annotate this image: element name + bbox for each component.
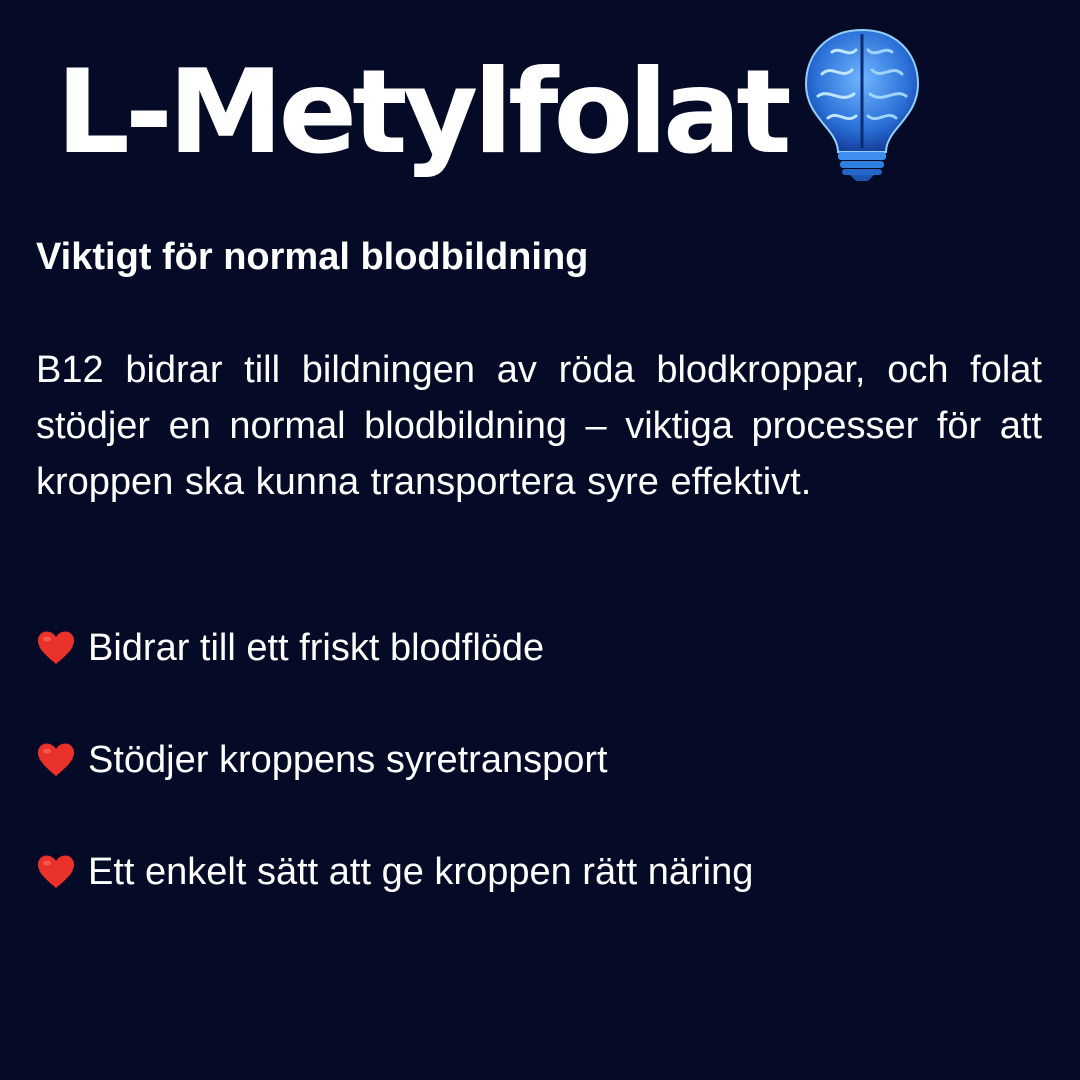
benefit-item — [36, 732, 608, 788]
benefit-text: Stödjer kroppens syretransport — [88, 738, 608, 781]
heart-icon — [36, 854, 76, 890]
section-heading: Viktigt för normal blodbildning — [36, 236, 589, 278]
benefit-text: Ett enkelt sätt att ge kroppen rätt näring — [88, 850, 754, 893]
section-paragraph: B12 bidrar till bildningen av röda blodkroppar, och folat stödjer en normal blodbildning – viktiga processer för att kroppen ska kunna transportera syre effektivt. — [36, 349, 1042, 503]
page-title: L-Metylfolat — [56, 45, 787, 180]
benefit-item — [36, 844, 753, 900]
heart-icon — [36, 630, 76, 666]
benefit-item — [36, 620, 544, 676]
lightbulb-brain-icon — [792, 22, 932, 182]
heart-icon — [36, 742, 76, 778]
benefit-text: Bidrar till ett friskt blodflöde — [88, 626, 545, 669]
